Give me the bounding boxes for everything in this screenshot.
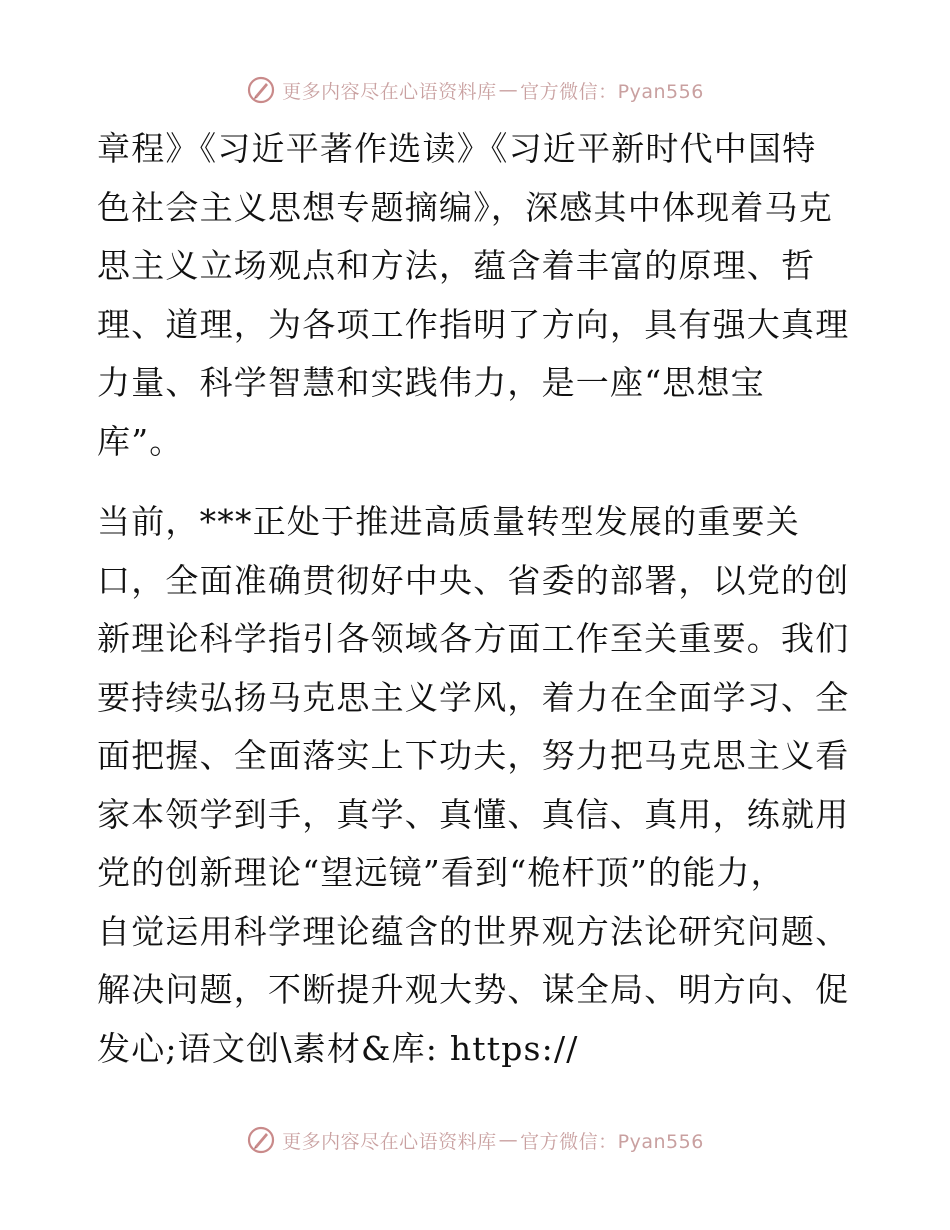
watermark-wechat-text: 官方微信：Pyan556 bbox=[520, 1130, 704, 1153]
text-line: 色社会主义思想专题摘编》，深感其中体现着马克 bbox=[97, 187, 833, 227]
document-body bbox=[97, 120, 857, 1078]
text-line: 发心;语文创\素材&库: https:// bbox=[97, 1028, 579, 1068]
text-line: 党的创新理论“望远镜”看到“桅杆顶”的能力， bbox=[97, 853, 785, 892]
text-line: 力量、科学智慧和实践伟力，是一座“思想宝 bbox=[97, 363, 765, 402]
text-line: 思主义立场观点和方法，蕴含着丰富的原理、哲 bbox=[97, 246, 816, 285]
watermark-site-text: 更多内容尽在心语资料库 bbox=[282, 1130, 497, 1153]
quill-pen-logo-icon bbox=[246, 75, 276, 105]
text-line: 要持续弘扬马克思主义学风，着力在全面学习、全 bbox=[97, 677, 850, 717]
text-line: 自觉运用科学理论蕴含的世界观方法论研究问题、 bbox=[97, 911, 850, 951]
watermark-site-text: 更多内容尽在心语资料库 bbox=[282, 80, 497, 103]
text-line: 口，全面准确贯彻好中央、省委的部署，以党的创 bbox=[97, 560, 850, 600]
text-line: 理、道理，为各项工作指明了方向，具有强大真理 bbox=[97, 304, 850, 344]
text-line: 章程》《习近平著作选读》《习近平新时代中国特 bbox=[97, 129, 817, 168]
watermark-dash: — bbox=[498, 79, 519, 101]
text-line: 面把握、全面落实上下功夫，努力把马克思主义看 bbox=[97, 736, 850, 775]
quill-pen-logo-icon bbox=[246, 1125, 276, 1155]
header-watermark bbox=[0, 70, 950, 110]
watermark-wechat-text: 官方微信：Pyan556 bbox=[520, 80, 704, 103]
paragraph-1 bbox=[97, 120, 857, 471]
text-line: 解决问题，不断提升观大势、谋全局、明方向、促 bbox=[97, 970, 850, 1009]
watermark-dash: — bbox=[498, 1129, 519, 1151]
text-line: 新理论科学指引各领域各方面工作至关重要。我们 bbox=[97, 619, 850, 658]
text-line: 库”。 bbox=[97, 421, 184, 461]
paragraph-2 bbox=[97, 493, 857, 1078]
text-line: 当前，***正处于推进高质量转型发展的重要关 bbox=[97, 502, 800, 541]
footer-watermark bbox=[0, 1120, 950, 1160]
text-line: 家本领学到手，真学、真懂、真信、真用，练就用 bbox=[97, 794, 850, 834]
